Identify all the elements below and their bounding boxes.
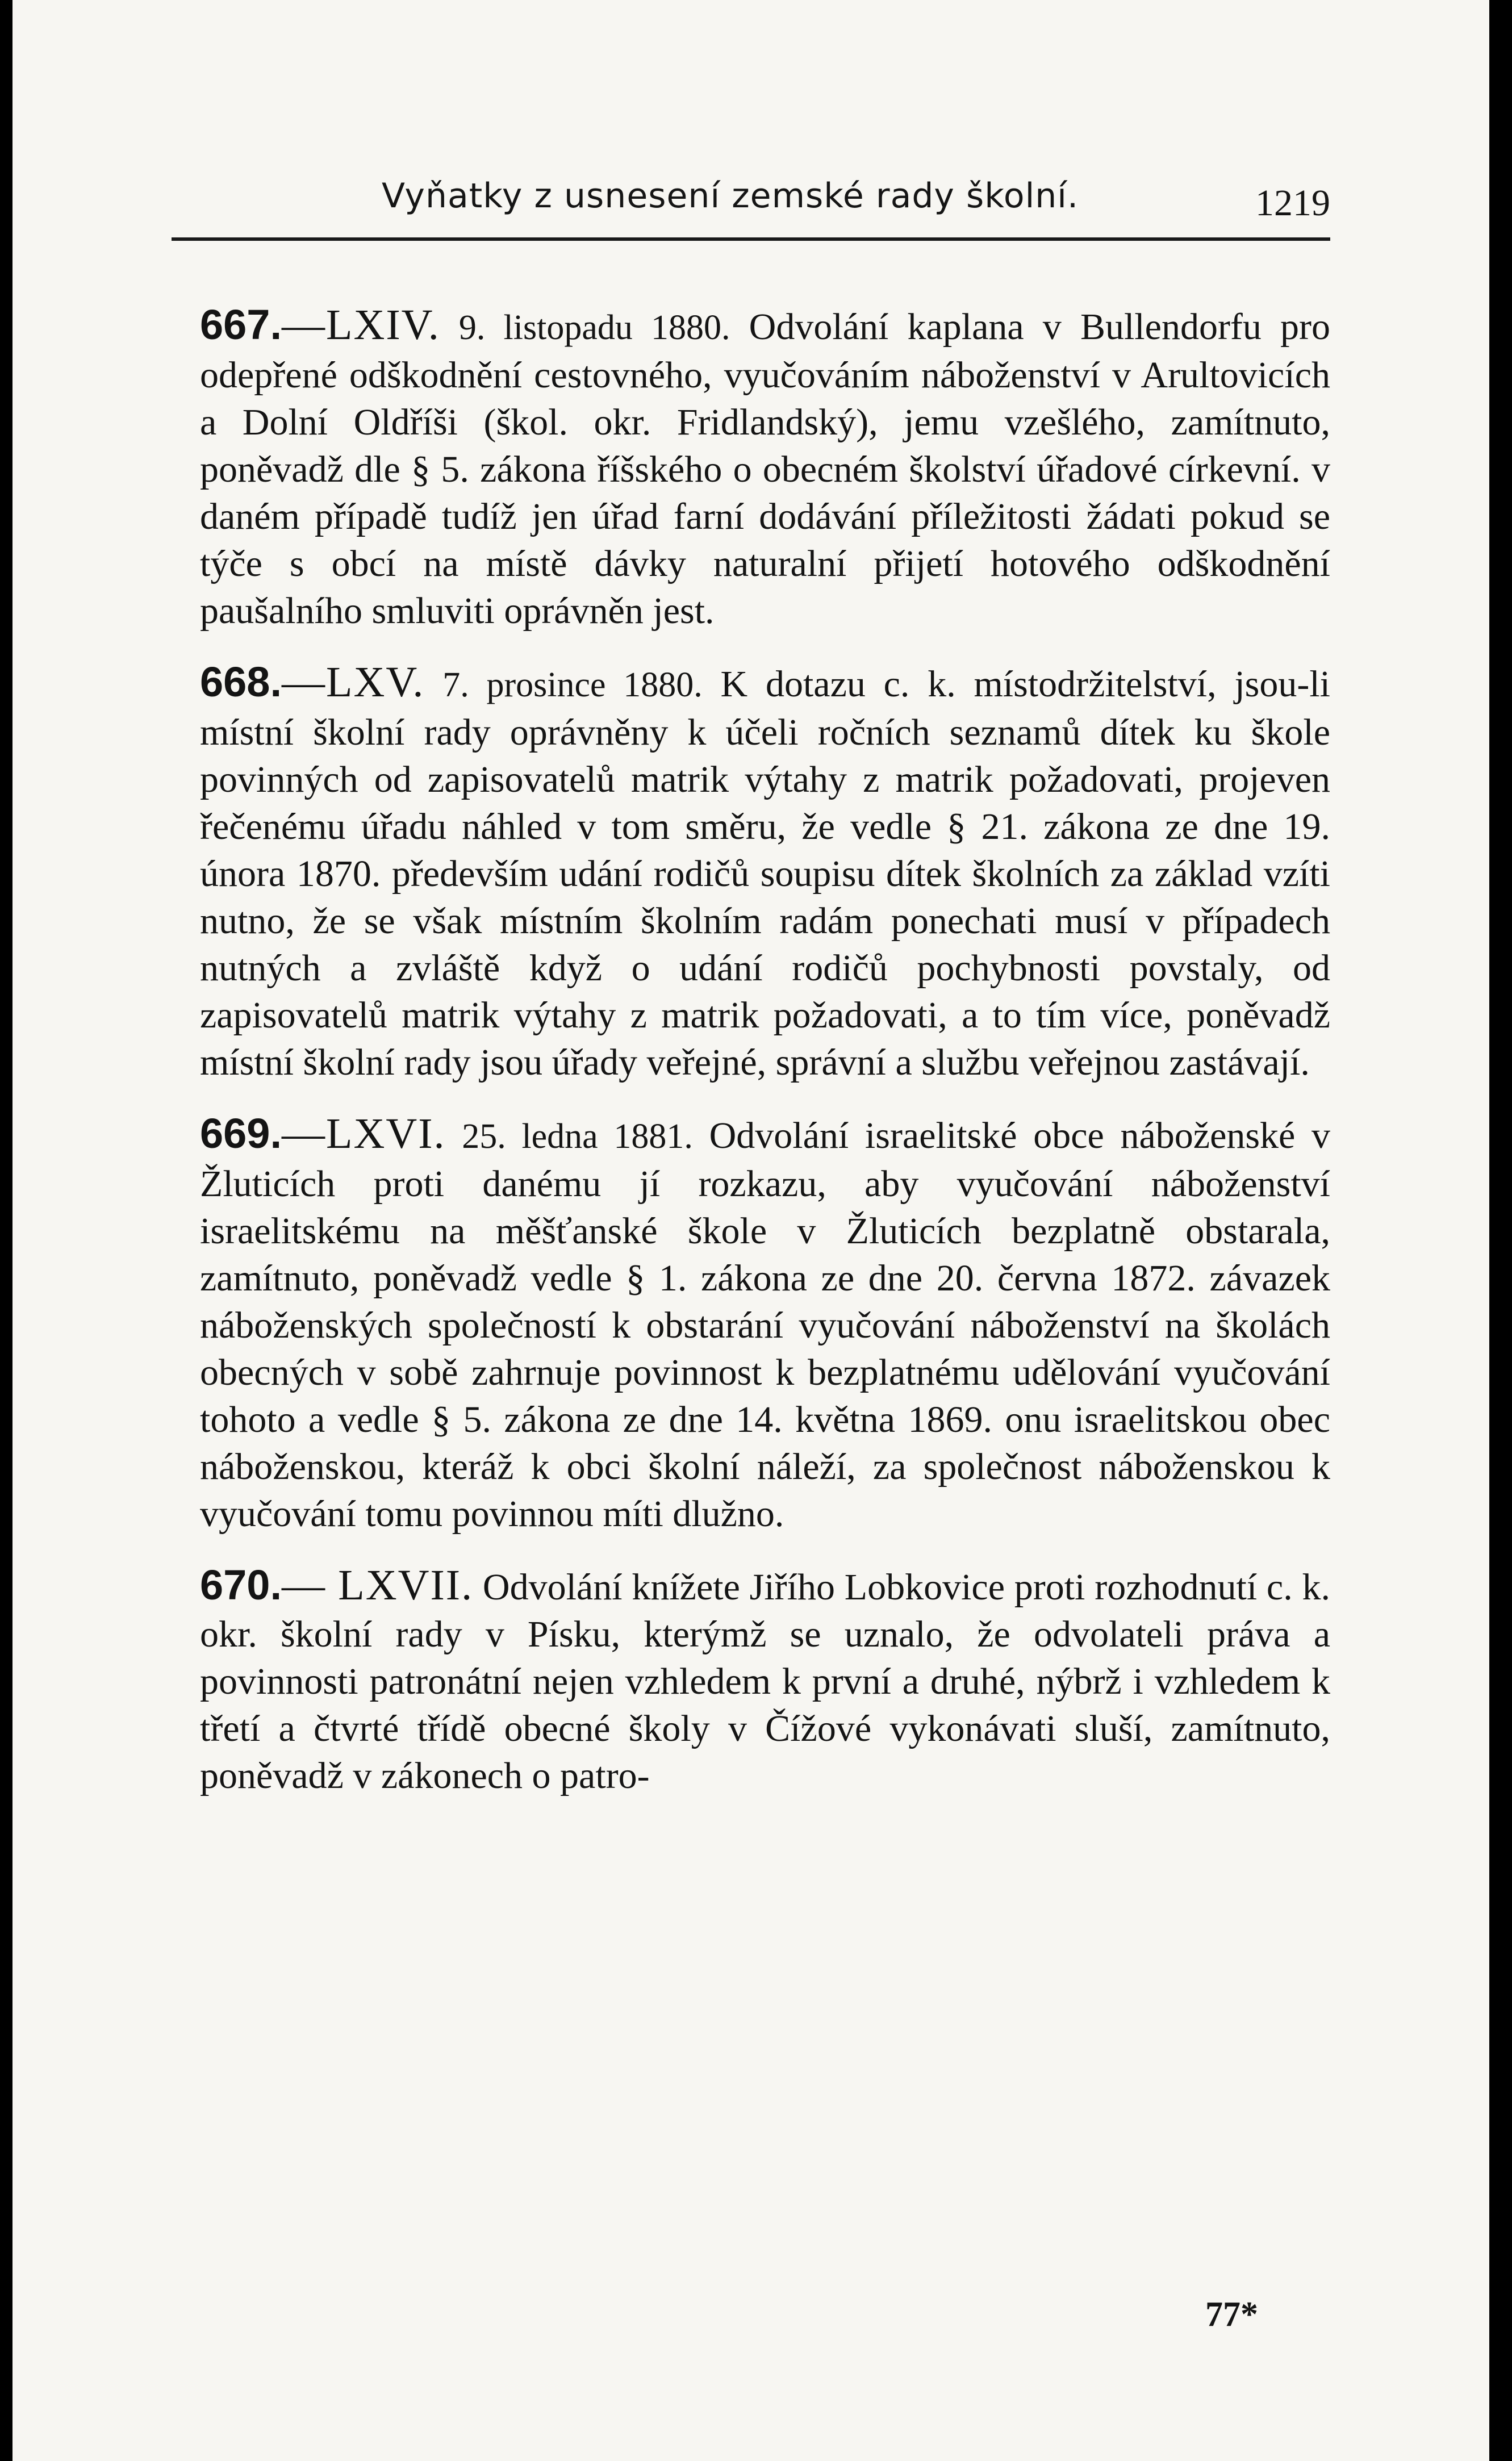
entry-text: Odvolání kaplana v Bullendorfu pro odepřené odškodnění cestovného, vyučováním náboženství v Arultovicích a Dolní Oldříši (škol. okr. Fridlandský), jemu vzešlého, zamítnuto, poněvadž dle § 5. zákona říšského o obecném školství úřadové církevní. v daném případě tudíž jen úřad farní dodávání příležitosti žádati pokud se týče s obcí na místě dávky naturalní přijetí hotového odškodnění paušalního smluviti oprávněn jest. xyxy=(200,306,1331,632)
running-head-title: Vyňatky z usnesení zemské rady školní. xyxy=(382,176,1079,216)
entry-text: Odvolání israelitské obce náboženské v Žluticích proti danému jí rozkazu, aby vyučování náboženství israelitskému na měšťanské škole v Žluticích bezplatně obstarala, zamítnuto, poněvadž vedle § 1. zákona ze dne 20. června 1872. závazek náboženských společností k obstarání vyučování náboženství na školách obecných v sobě zahrnuje povinnost k bezplatnému udělování vyučování tohoto a vedle § 5. zákona ze dne 14. května 1869. onu israelitskou obec náboženskou, kteráž k obci školní náleží, za společnost náboženskou k vyučování tomu povinnou míti dlužno. xyxy=(200,1115,1331,1535)
entry-number: 670. xyxy=(200,1561,282,1608)
entry-text: K dotazu c. k. místodržitelství, jsou-li místní školní rady oprávněny k účeli ročních seznamů dítek ku škole povinných od zapisovatelů matrik výtahy z matrik požadovati, projeven řečenému úřadu náhled v tom směru, že vedle § 21. zákona ze dne 19. února 1870. především udání rodičů soupisu dítek školních za základ vzíti nutno, že se však místním školním radám ponechati musí v případech nutných a zvláště když o udání rodičů pochybnosti povstaly, od zapisovatelů matrik výtahy z matrik požadovati, a to tím více, poněvadž místní školní rady jsou úřady veřejné, správní a službu veřejnou zastávají. xyxy=(200,663,1331,1083)
entry-roman-numeral: —LXVI. xyxy=(282,1110,446,1158)
header-rule xyxy=(172,237,1330,241)
entry-667 xyxy=(200,301,1330,634)
page-body xyxy=(200,301,1330,1823)
entry-roman-numeral: —LXIV. xyxy=(282,301,440,349)
entry-text: Odvolání knížete Jiřího Lobkovice proti rozhodnutí c. k. okr. školní rady v Písku, kterýmž se uznalo, že odvolateli práva a povinnosti patronátní nejen vzhledem k první a druhé, nýbrž i vzhledem k třetí a čtvrté třídě obecné školy v Čížové vykonávati sluší, zamítnuto, poněvadž v zákonech o patro- xyxy=(200,1566,1331,1796)
sheet-signature: 77* xyxy=(1205,2295,1258,2334)
book-page xyxy=(12,0,1489,2461)
entry-number: 668. xyxy=(200,658,282,705)
page-number: 1219 xyxy=(1255,182,1330,224)
entry-date: 25. ledna 1881. xyxy=(462,1117,693,1156)
entry-roman-numeral: —LXV. xyxy=(282,658,425,706)
entry-date: 9. listopadu 1880. xyxy=(458,308,730,347)
entry-number: 669. xyxy=(200,1110,282,1157)
entry-668 xyxy=(200,658,1330,1086)
entry-date: 7. prosince 1880. xyxy=(442,666,703,704)
entry-670 xyxy=(200,1561,1330,1799)
entry-roman-numeral: — LXVII. xyxy=(282,1561,474,1609)
entry-number: 667. xyxy=(200,301,282,348)
running-header xyxy=(370,165,1330,227)
scan-edge xyxy=(0,0,12,2461)
entry-669 xyxy=(200,1110,1330,1537)
